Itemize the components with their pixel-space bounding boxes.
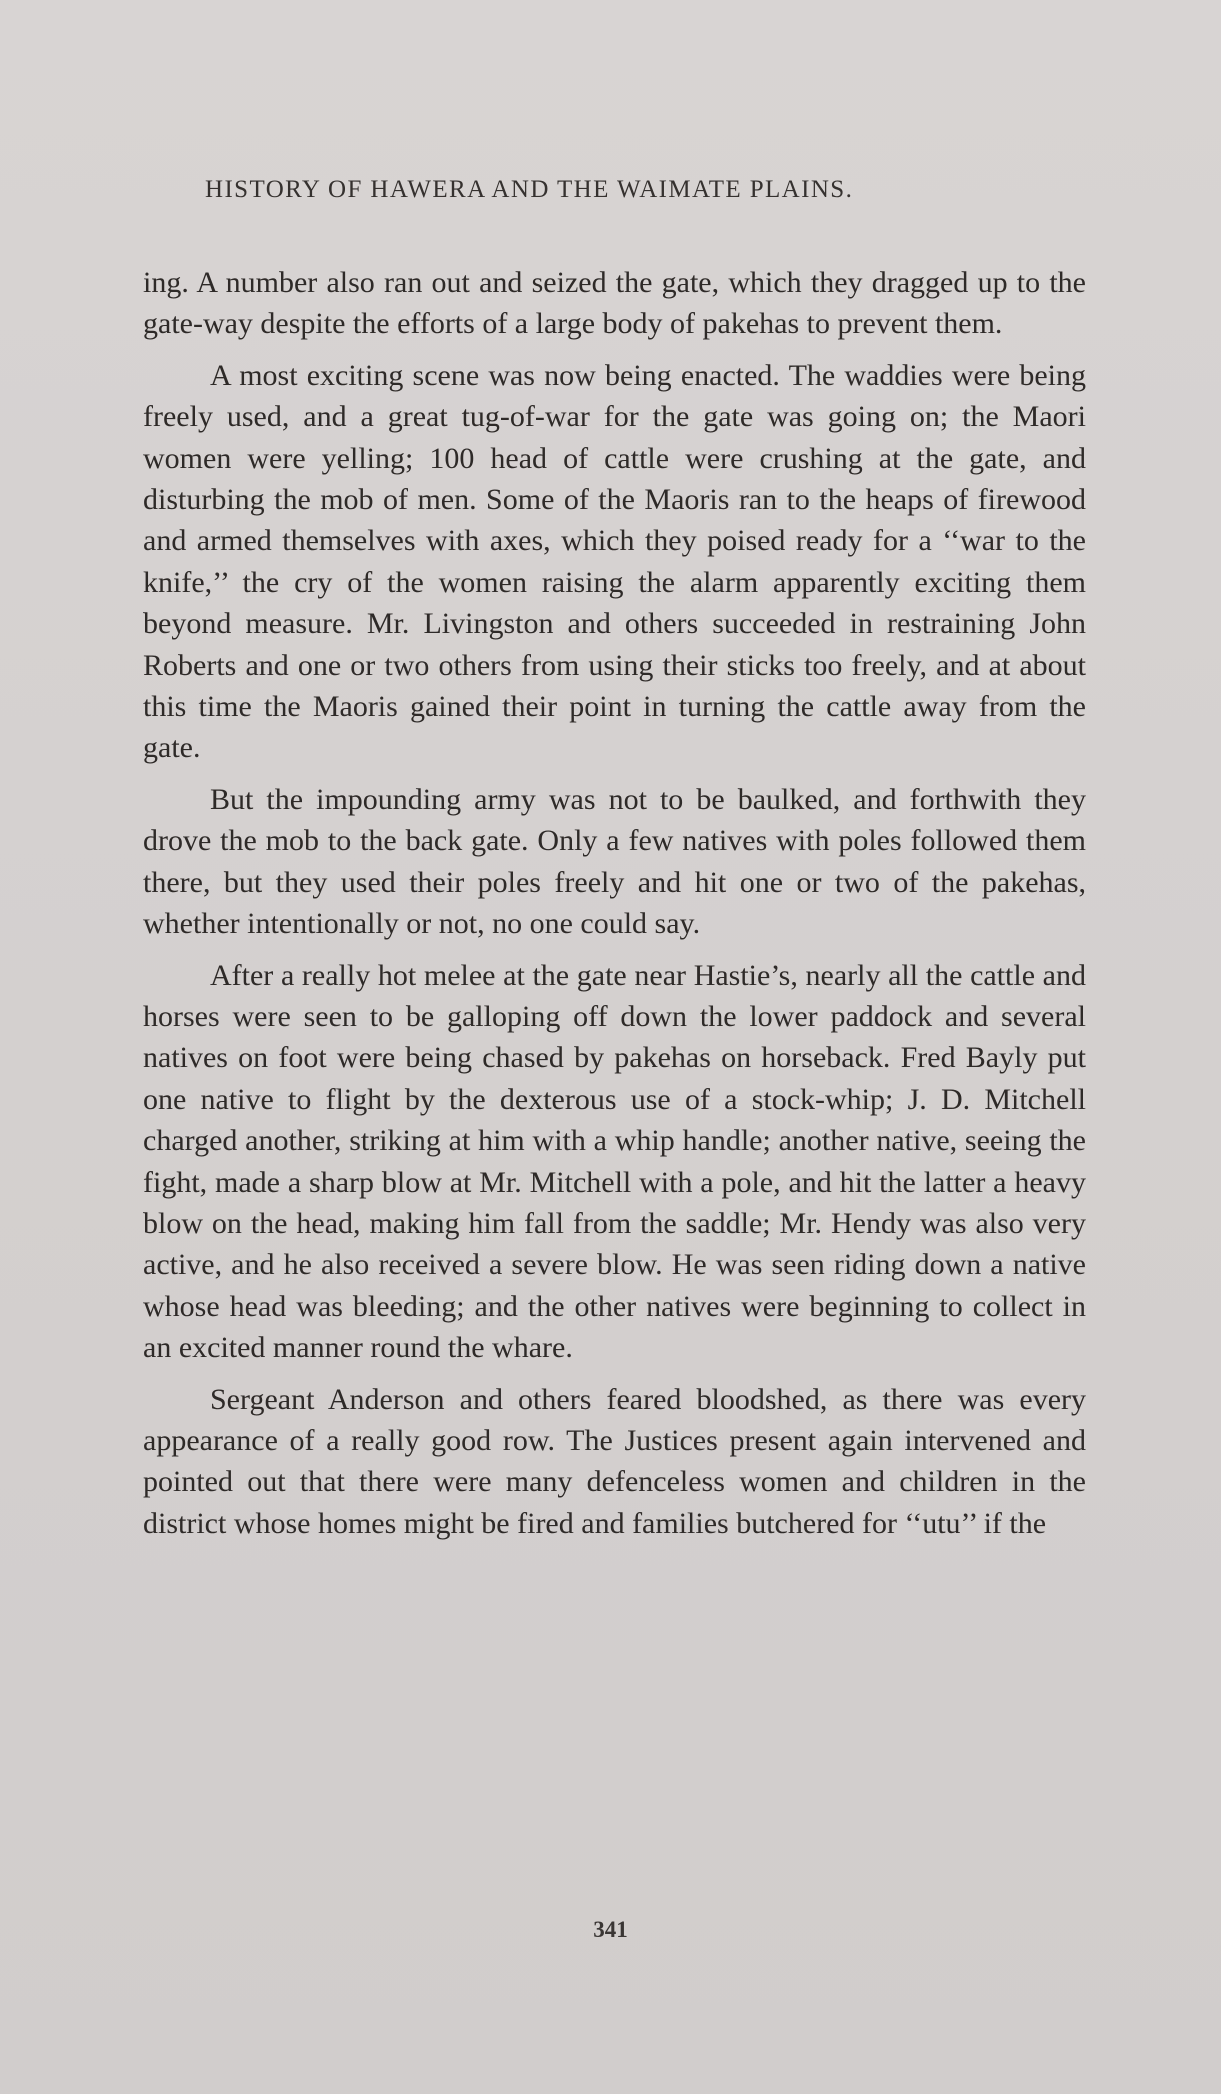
running-head-title: HISTORY OF HAWERA AND THE WAIMATE PLAINS. <box>205 176 854 203</box>
body-text <box>143 262 1086 1554</box>
paragraph: But the impounding army was not to be baulked, and forthwith they drove the mob to the back gate. Only a few natives with poles followed them there, but they used their poles freely and hit one or two of the pakehas, whether intentionally or not, no one could say. <box>143 782 1086 941</box>
paragraph: A most exciting scene was now being enacted. The waddies were being freely used, and a great tug-of-war for the gate was going on; the Maori women were yelling; 100 head of cattle were crushing at the gate, and disturbing the mob of men. Some of the Maoris ran to the heaps of firewood and armed themselves with axes, which they poised ready for a ‘‘war to the knife,’’ the cry of the women raising the alarm apparently exciting them beyond measure. Mr. Livingston and others succeeded in restraining John Roberts and one or two others from using their sticks too freely, and at about this time the Maoris gained their point in turning the cattle away from the gate. <box>143 358 1086 765</box>
paragraph: Sergeant Anderson and others feared bloodshed, as there was every appearance of a really good row. The Justices present again intervened and pointed out that there were many defenceless women and children in the district whose homes might be fired and families butchered for ‘‘utu’’ if the <box>143 1382 1086 1540</box>
page-number: 341 <box>593 1917 628 1942</box>
paragraph: After a really hot melee at the gate near Hastie’s, nearly all the cattle and horses were seen to be galloping off down the lower paddock and several natives on foot were being chased by pakehas on horseback. Fred Bayly put one native to flight by the dexterous use of a stock-whip; J. D. Mitchell charged another, striking at him with a whip handle; another native, seeing the fight, made a sharp blow at Mr. Mitchell with a pole, and hit the latter a heavy blow on the head, making him fall from the saddle; Mr. Hendy was also very active, and he also received a severe blow. He was seen riding down a native whose head was bleeding; and the other natives were beginning to collect in an excited manner round the whare. <box>143 958 1086 1365</box>
paragraph-continued: ing. A number also ran out and seized the gate, which they dragged up to the gate-way despite the efforts of a large body of pakehas to prevent them. <box>143 266 1086 341</box>
